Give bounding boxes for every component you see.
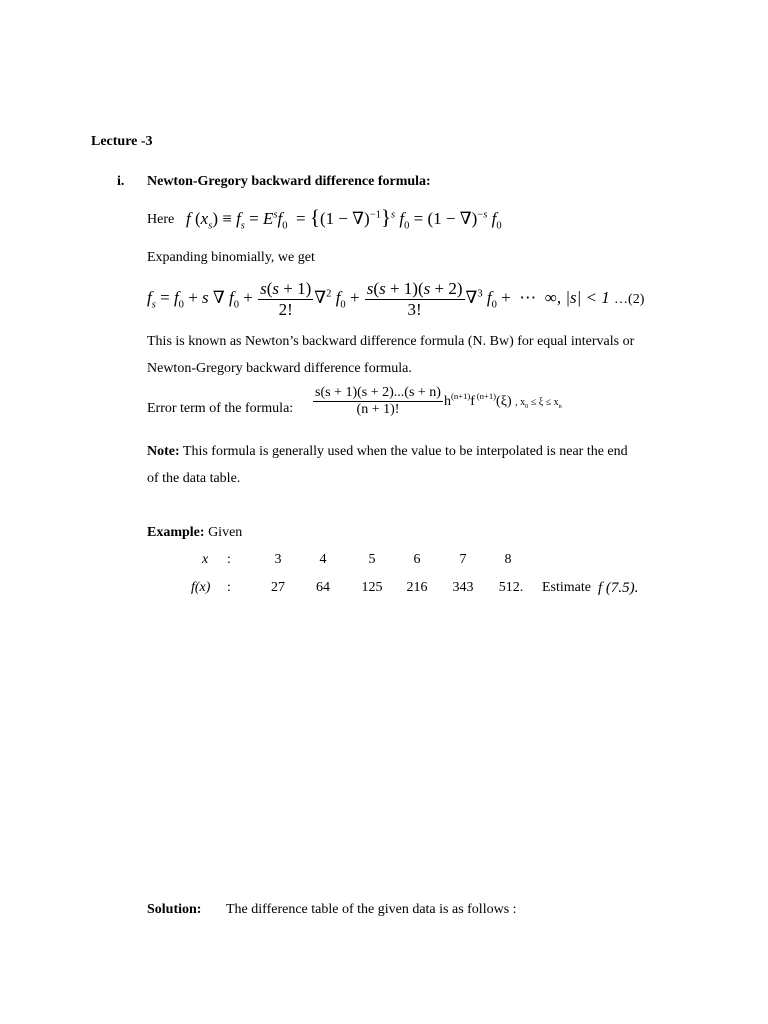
series-condition: |s| < 1 (565, 287, 610, 307)
definition-formula: f $(x_s) \equiv f_s = E^sf_0 = \{(1 - \nabla)^{-1}\}^s$ $f_0 = (1 - \nabla)^{-s}$ $f_0$ (186, 205, 502, 232)
example-line (147, 525, 242, 541)
known-as-line2: Newton-Gregory backward difference formula. (147, 361, 412, 376)
known-as-line1: This is known as Newton’s backward difference formula (N. Bw) for equal intervals or (147, 334, 635, 349)
section-heading: Newton-Gregory backward difference formula: (147, 174, 431, 189)
fx-row-label: f(x) (191, 580, 211, 595)
estimate-target: f (7.5). (598, 580, 639, 596)
error-formula: $\frac{s(s + 1)(s + 2)...(s + n)}{(n + 1)!}$ $h^{(n+1)}f$ $^{(n+1)}$(ξ) , $x_0 \le \xi \le x_n$ (315, 385, 562, 418)
x-value: 4 (319, 552, 327, 567)
fx-value: 512. (498, 580, 524, 595)
estimate-label: Estimate (542, 580, 591, 595)
example-label: Example: (147, 525, 205, 540)
series-infinity: ∞ (544, 287, 557, 307)
section-numeral: i. (117, 174, 125, 189)
x-row-colon: : (227, 552, 231, 567)
here-label: Here (147, 212, 175, 227)
fx-value: 125 (361, 580, 383, 595)
solution-label: Solution: (147, 902, 202, 917)
x-value: 5 (368, 552, 376, 567)
example-text: Given (204, 525, 243, 540)
x-value: 6 (413, 552, 421, 567)
series-dots: ⋯ (519, 287, 537, 307)
solution-text: The difference table of the given data is as follows : (226, 902, 517, 917)
lecture-title: Lecture -3 (91, 134, 153, 149)
note-label: Note: (147, 444, 180, 459)
fx-row-colon: : (227, 580, 231, 595)
x-value: 3 (274, 552, 282, 567)
fx-value: 343 (452, 580, 474, 595)
note-line1 (147, 444, 628, 460)
x-row-label: x (202, 552, 209, 567)
equation-number: …(2) (614, 291, 645, 307)
expanding-text: Expanding binomially, we get (147, 250, 315, 265)
note-line2: of the data table. (147, 471, 241, 486)
x-value: 7 (459, 552, 467, 567)
fx-value: 216 (406, 580, 428, 595)
note-text: This formula is generally used when the value to be interpolated is near the end (179, 444, 628, 459)
series-formula: $f_s = f_0 + s$ ∇ $f_0$ + $\frac{s(s + 1)}{2!}$ ∇$^2$ $f_0$ + $\frac{s(s + 1)(s + 2)}{3!}$ ∇$^3$ $f_0$ + ⋯ ∞, |s| < 1 …(2) (147, 279, 645, 319)
error-label: Error term of the formula: (147, 401, 294, 416)
x-value: 8 (504, 552, 512, 567)
fx-value: 64 (316, 580, 330, 595)
fx-value: 27 (271, 580, 285, 595)
